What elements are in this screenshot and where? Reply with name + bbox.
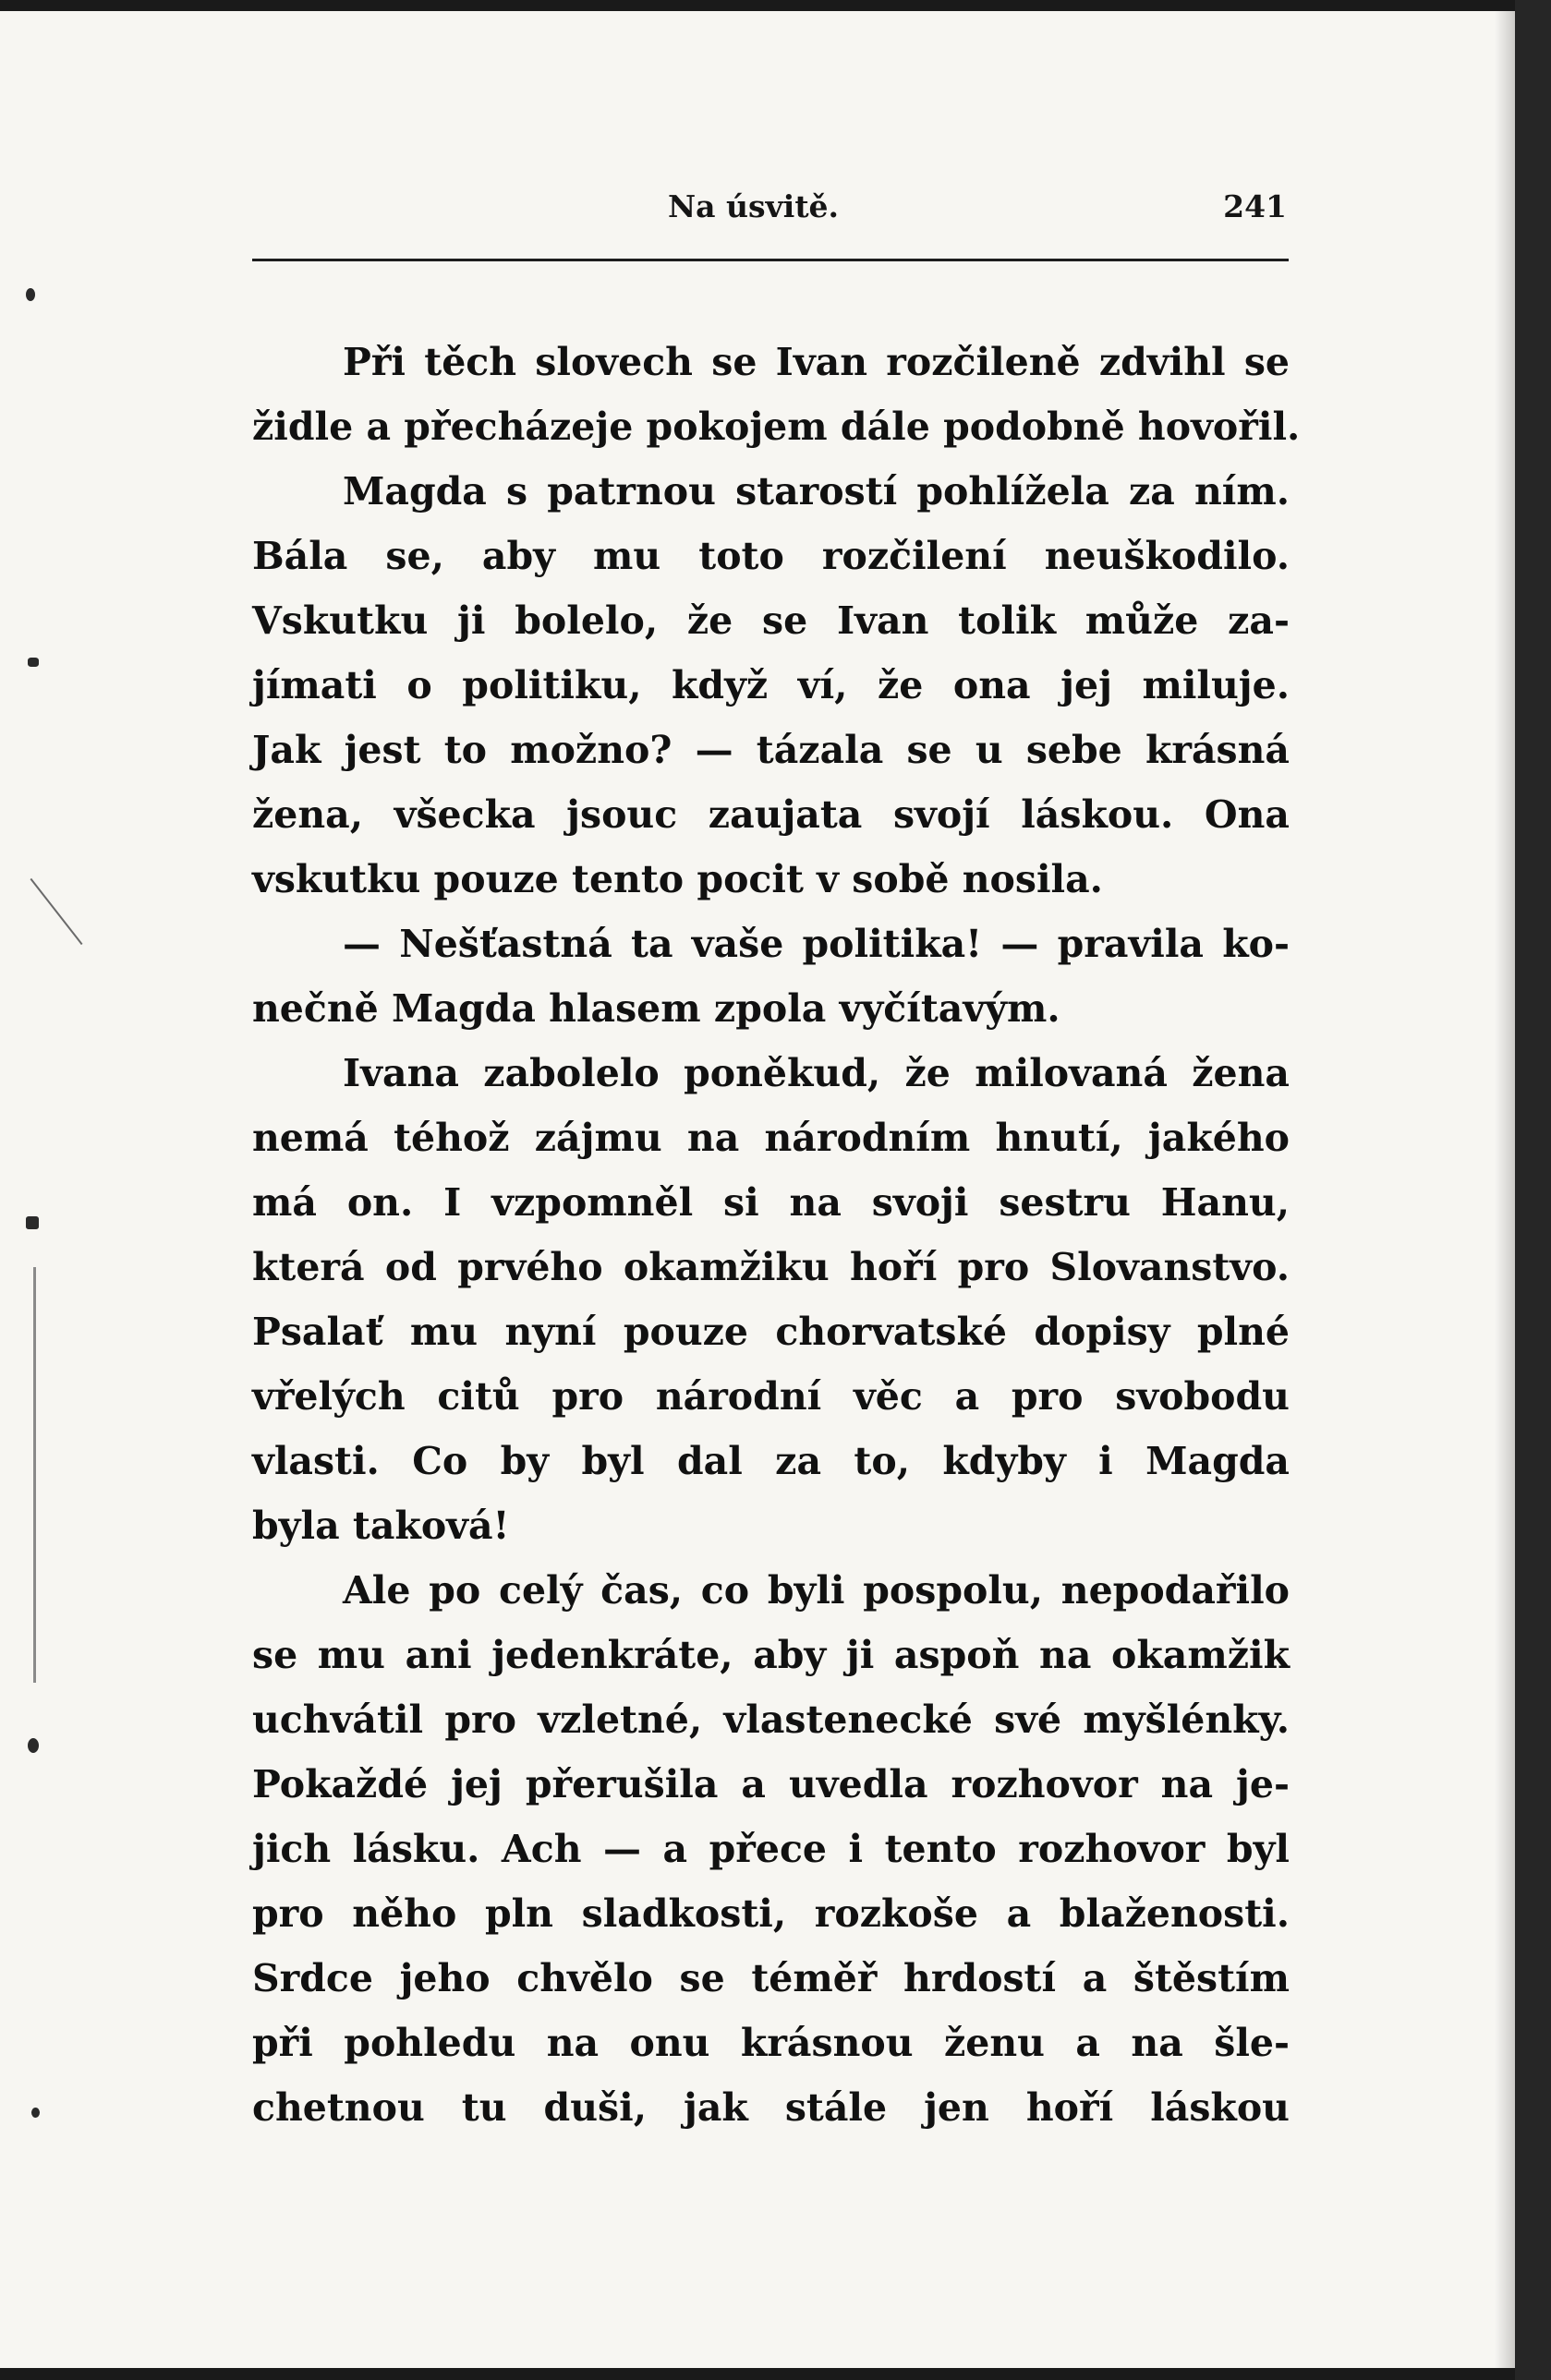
text-line: vlasti. Co by byl dal za to, kdyby i Magda bbox=[252, 1439, 1290, 1483]
page-header bbox=[252, 188, 1287, 244]
text-line: se mu ani jedenkráte, aby ji aspoň na okamžik bbox=[252, 1633, 1290, 1677]
text-line: židle a přecházeje pokojem dále podobně hovořil. bbox=[252, 405, 1301, 449]
margin-speck bbox=[31, 2108, 40, 2118]
book-page bbox=[0, 11, 1515, 2368]
text-line: Jak jest to možno? — tázala se u sebe krásná bbox=[252, 728, 1290, 772]
text-line: uchvátil pro vzletné, vlastenecké své myšlénky. bbox=[252, 1697, 1290, 1742]
text-line: žena, všecka jsouc zaujata svojí láskou. Ona bbox=[252, 792, 1290, 837]
text-line: Ale po celý čas, co byli pospolu, nepodařilo bbox=[343, 1568, 1290, 1613]
margin-line bbox=[30, 878, 83, 945]
margin-line bbox=[33, 1267, 36, 1683]
text-line: vřelých citů pro národní věc a pro svobodu bbox=[252, 1374, 1290, 1419]
text-line: Pokaždé jej přerušila a uvedla rozhovor na je- bbox=[252, 1762, 1290, 1806]
scan-border bbox=[1515, 0, 1551, 2380]
margin-speck bbox=[26, 288, 35, 301]
page-edge-shadow bbox=[1495, 11, 1515, 2368]
text-line: která od prvého okamžiku hoří pro Slovanstvo. bbox=[252, 1245, 1290, 1289]
text-line: Psalať mu nyní pouze chorvatské dopisy plné bbox=[252, 1310, 1290, 1354]
text-line: při pohledu na onu krásnou ženu a na šle- bbox=[252, 2021, 1290, 2065]
text-line: Při těch slovech se Ivan rozčileně zdvihl se bbox=[343, 340, 1290, 384]
text-line: má on. I vzpomněl si na svoji sestru Hanu, bbox=[252, 1180, 1290, 1225]
text-line: Srdce jeho chvělo se téměř hrdostí a štěstím bbox=[252, 1956, 1290, 2000]
text-line: — Nešťastná ta vaše politika! — pravila ko- bbox=[343, 922, 1290, 966]
text-line: Bála se, aby mu toto rozčilení neuškodilo. bbox=[252, 534, 1290, 578]
text-line: Vskutku ji bolelo, že se Ivan tolik může za- bbox=[252, 598, 1290, 643]
body-text bbox=[252, 330, 1301, 2140]
text-line: jímati o politiku, když ví, že ona jej miluje. bbox=[252, 663, 1290, 707]
text-line: Ivana zabolelo poněkud, že milovaná žena bbox=[343, 1051, 1290, 1095]
running-title: Na úsvitě. bbox=[668, 188, 840, 224]
text-line: chetnou tu duši, jak stále jen hoří láskou bbox=[252, 2085, 1290, 2130]
margin-speck bbox=[28, 1738, 39, 1753]
text-line: pro něho pln sladkosti, rozkoše a blaženosti. bbox=[252, 1891, 1290, 1936]
text-line: vskutku pouze tento pocit v sobě nosila. bbox=[252, 857, 1103, 901]
text-line: jich lásku. Ach — a přece i tento rozhovor byl bbox=[252, 1827, 1290, 1871]
header-rule bbox=[252, 259, 1289, 261]
text-line: byla taková! bbox=[252, 1504, 510, 1548]
text-line: nečně Magda hlasem zpola vyčítavým. bbox=[252, 986, 1060, 1031]
margin-speck bbox=[28, 658, 39, 667]
text-line: Magda s patrnou starostí pohlížela za ním. bbox=[343, 469, 1290, 513]
page-number: 241 bbox=[1223, 188, 1287, 224]
margin-speck bbox=[26, 1216, 39, 1229]
text-line: nemá téhož zájmu na národním hnutí, jakého bbox=[252, 1116, 1290, 1160]
